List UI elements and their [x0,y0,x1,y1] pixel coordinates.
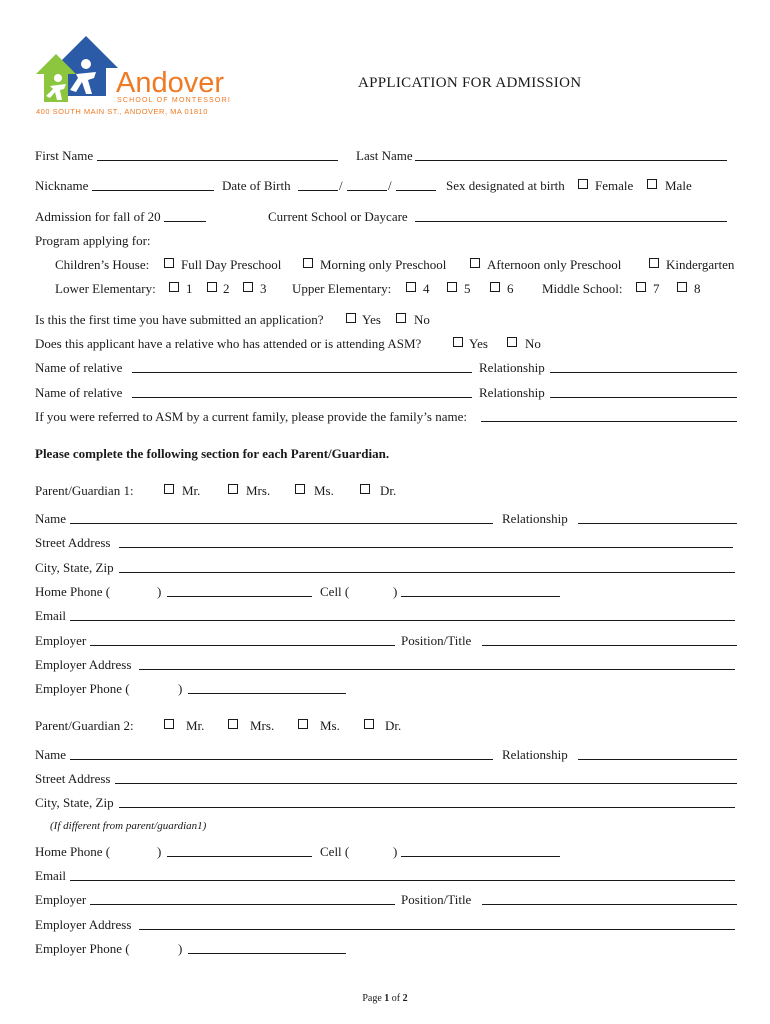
pg1-name-row [0,510,770,528]
referred-label: If you were referred to ASM by a current family, please provide the family’s name: [35,409,467,424]
logo-mark-icon [36,34,118,106]
page-total: 2 [402,993,408,1004]
page-word: Page [362,993,382,1004]
relative-1-row [0,359,770,377]
section-heading-row [0,445,770,463]
male-checkbox[interactable] [647,179,657,189]
pg1-employer-phone-label: Employer Phone ( [35,681,130,696]
first-name-label: First Name [35,148,94,163]
grade-1-label: 1 [186,281,193,296]
grade-6-label: 6 [507,281,514,296]
admission-year-field[interactable] [164,221,206,222]
of-word: of [391,993,401,1004]
pg2-city-row [0,794,770,812]
pg1-city-row [0,559,770,577]
section-heading: Please complete the following section for each Parent/Guardian. [35,446,390,461]
afternoon-only-label: Afternoon only Preschool [487,257,622,272]
pg1-label: Parent/Guardian 1: [35,483,134,498]
nickname-field[interactable] [92,190,214,191]
first-time-no-label: No [414,312,430,327]
pg1-relationship-field[interactable] [578,523,737,524]
pg1-email-row [0,607,770,625]
admission-row [0,208,770,226]
pg1-email-label: Email [35,608,67,623]
grade-8-label: 8 [694,281,701,296]
pg2-email-row [0,867,770,885]
relative-yes-label: Yes [469,336,488,351]
grade-3-checkbox[interactable] [243,282,253,292]
program-label: Program applying for: [35,233,151,248]
grade-6-checkbox[interactable] [490,282,500,292]
relative-2-name-label: Name of relative [35,385,123,400]
pg2-employer-phone-field[interactable] [188,953,346,954]
pg1-employer-address-row [0,656,770,674]
pg2-mr-label: Mr. [186,718,205,733]
pg2-employer-phone-label: Employer Phone ( [35,941,130,956]
full-day-checkbox[interactable] [164,258,174,268]
grade-2-checkbox[interactable] [207,282,217,292]
pg2-position-field[interactable] [482,904,737,905]
pg2-relationship-label: Relationship [502,747,568,762]
pg1-city-label: City, State, Zip [35,560,114,575]
grade-8-checkbox[interactable] [677,282,687,292]
pg2-employer-address-row [0,916,770,934]
relative-1-name-label: Name of relative [35,360,123,375]
pg1-name-field[interactable] [70,523,493,524]
pg1-employer-row [0,632,770,650]
grade-4-label: 4 [423,281,430,296]
pg2-label: Parent/Guardian 2: [35,718,134,733]
pg1-employer-phone-paren: ) [178,681,183,696]
dob-slash-2: / [388,178,392,193]
pg2-employer-field[interactable] [90,904,395,905]
last-name-field[interactable] [415,160,727,161]
grade-1-checkbox[interactable] [169,282,179,292]
pg2-street-field[interactable] [115,783,737,784]
pg1-employer-label: Employer [35,633,87,648]
relative-2-relationship-field[interactable] [550,397,737,398]
afternoon-only-checkbox[interactable] [470,258,480,268]
grade-4-checkbox[interactable] [406,282,416,292]
pg2-name-row [0,746,770,764]
first-name-field[interactable] [97,160,338,161]
grade-3-label: 3 [260,281,267,296]
pg2-dr-checkbox[interactable] [364,719,374,729]
dob-slash-1: / [339,178,343,193]
pg1-employer-field[interactable] [90,645,395,646]
pg2-city-field[interactable] [119,807,735,808]
pg1-cell-label: Cell ( [320,584,350,599]
female-label: Female [595,178,634,193]
pg2-home-phone-label: Home Phone ( [35,844,111,859]
pg2-home-phone-field[interactable] [167,856,312,857]
pg1-position-field[interactable] [482,645,737,646]
pg1-relationship-label: Relationship [502,511,568,526]
first-time-row [0,311,770,329]
pg1-position-label: Position/Title [401,633,472,648]
pg1-dr-label: Dr. [380,483,397,498]
childrens-house-label: Children’s House: [55,257,150,272]
pg2-title-row [0,717,770,735]
middle-school-label: Middle School: [542,281,623,296]
pg1-mr-checkbox[interactable] [164,484,174,494]
relative-1-name-field[interactable] [132,372,472,373]
pg1-mr-label: Mr. [182,483,201,498]
pg2-employer-phone-paren: ) [178,941,183,956]
first-time-no-checkbox[interactable] [396,313,406,323]
pg1-mrs-label: Mrs. [246,483,271,498]
pg1-employer-phone-row [0,680,770,698]
pg1-city-field[interactable] [119,572,735,573]
dob-month-field[interactable] [298,190,338,191]
morning-only-checkbox[interactable] [303,258,313,268]
pg1-home-phone-label: Home Phone ( [35,584,111,599]
pg2-email-field[interactable] [70,880,735,881]
first-time-yes-label: Yes [362,312,381,327]
pg2-cell-label: Cell ( [320,844,350,859]
dob-label: Date of Birth [222,178,291,193]
kindergarten-checkbox[interactable] [649,258,659,268]
grade-5-checkbox[interactable] [447,282,457,292]
morning-only-label: Morning only Preschool [320,257,447,272]
pg2-employer-label: Employer [35,892,87,907]
grade-5-label: 5 [464,281,471,296]
referred-family-field[interactable] [481,421,737,422]
page-footer [0,993,770,1004]
pg1-phone-row [0,583,770,601]
grade-7-checkbox[interactable] [636,282,646,292]
pg2-employer-address-field[interactable] [139,929,735,930]
relative-2-relationship-label: Relationship [479,385,545,400]
dob-year-field[interactable] [396,190,436,191]
male-label: Male [665,178,692,193]
pg1-email-field[interactable] [70,620,735,621]
pg1-home-paren: ) [157,584,162,599]
pg1-employer-phone-field[interactable] [188,693,346,694]
pg2-email-label: Email [35,868,67,883]
pg2-ms-label: Ms. [320,718,340,733]
program-heading-row [0,232,770,250]
pg1-street-field[interactable] [119,547,733,548]
pg2-cell-field[interactable] [401,856,560,857]
referred-row [0,408,770,426]
logo-subtitle: SCHOOL OF MONTESSORI [117,97,231,104]
first-time-question: Is this the first time you have submitted an application? [35,312,324,327]
sex-label: Sex designated at birth [446,178,565,193]
pg2-city-label: City, State, Zip [35,795,114,810]
pg2-street-row [0,770,770,788]
pg2-phone-row [0,843,770,861]
pg2-home-paren: ) [157,844,162,859]
relative-no-checkbox[interactable] [507,337,517,347]
lower-elementary-label: Lower Elementary: [55,281,156,296]
pg1-home-phone-field[interactable] [167,596,312,597]
pg1-name-label: Name [35,511,67,526]
relative-2-row [0,384,770,402]
relative-1-relationship-field[interactable] [550,372,737,373]
pg2-name-field[interactable] [70,759,493,760]
pg1-cell-paren: ) [393,584,398,599]
pg2-name-label: Name [35,747,67,762]
school-logo [36,34,231,124]
pg2-dr-label: Dr. [385,718,402,733]
relative-attended-row [0,335,770,353]
kindergarten-label: Kindergarten [666,257,735,272]
pg2-mrs-label: Mrs. [250,718,275,733]
pg1-ms-checkbox[interactable] [295,484,305,494]
grade-2-label: 2 [223,281,230,296]
page-number: 1 [384,993,390,1004]
pg1-dr-checkbox[interactable] [360,484,370,494]
grade-7-label: 7 [653,281,660,296]
pg1-ms-label: Ms. [314,483,334,498]
childrens-house-row [0,256,770,274]
pg1-street-label: Street Address [35,535,111,550]
pg2-ms-checkbox[interactable] [298,719,308,729]
pg2-employer-address-label: Employer Address [35,917,132,932]
current-school-field[interactable] [415,221,727,222]
current-school-label: Current School or Daycare [268,209,408,224]
pg2-position-label: Position/Title [401,892,472,907]
relative-yes-checkbox[interactable] [453,337,463,347]
female-checkbox[interactable] [578,179,588,189]
pg1-title-row [0,482,770,500]
pg2-relationship-field[interactable] [578,759,737,760]
pg2-if-different-note: (If different from parent/guardian1) [50,820,207,832]
pg1-employer-address-field[interactable] [139,669,735,670]
pg2-employer-row [0,891,770,909]
pg2-mrs-checkbox[interactable] [228,719,238,729]
pg2-cell-paren: ) [393,844,398,859]
pg2-employer-phone-row [0,940,770,958]
nickname-label: Nickname [35,178,89,193]
relative-attended-question: Does this applicant have a relative who has attended or is attending ASM? [35,336,422,351]
pg1-mrs-checkbox[interactable] [228,484,238,494]
logo-address: 400 SOUTH MAIN ST., ANDOVER, MA 01810 [36,107,208,116]
first-time-yes-checkbox[interactable] [346,313,356,323]
admission-label: Admission for fall of 20 [35,209,161,224]
pg1-cell-field[interactable] [401,596,560,597]
full-day-label: Full Day Preschool [181,257,282,272]
pg1-employer-address-label: Employer Address [35,657,132,672]
last-name-label: Last Name [356,148,413,163]
pg2-mr-checkbox[interactable] [164,719,174,729]
pg1-street-row [0,534,770,552]
elementary-row [0,280,770,298]
pg2-note-row [0,817,770,835]
dob-day-field[interactable] [347,190,387,191]
relative-no-label: No [525,336,541,351]
pg2-street-label: Street Address [35,771,111,786]
relative-1-relationship-label: Relationship [479,360,545,375]
logo-wordmark: Andover [116,67,225,99]
nickname-row [0,177,770,195]
upper-elementary-label: Upper Elementary: [292,281,392,296]
name-row [0,147,770,165]
page-title: APPLICATION FOR ADMISSION [358,75,582,91]
relative-2-name-field[interactable] [132,397,472,398]
